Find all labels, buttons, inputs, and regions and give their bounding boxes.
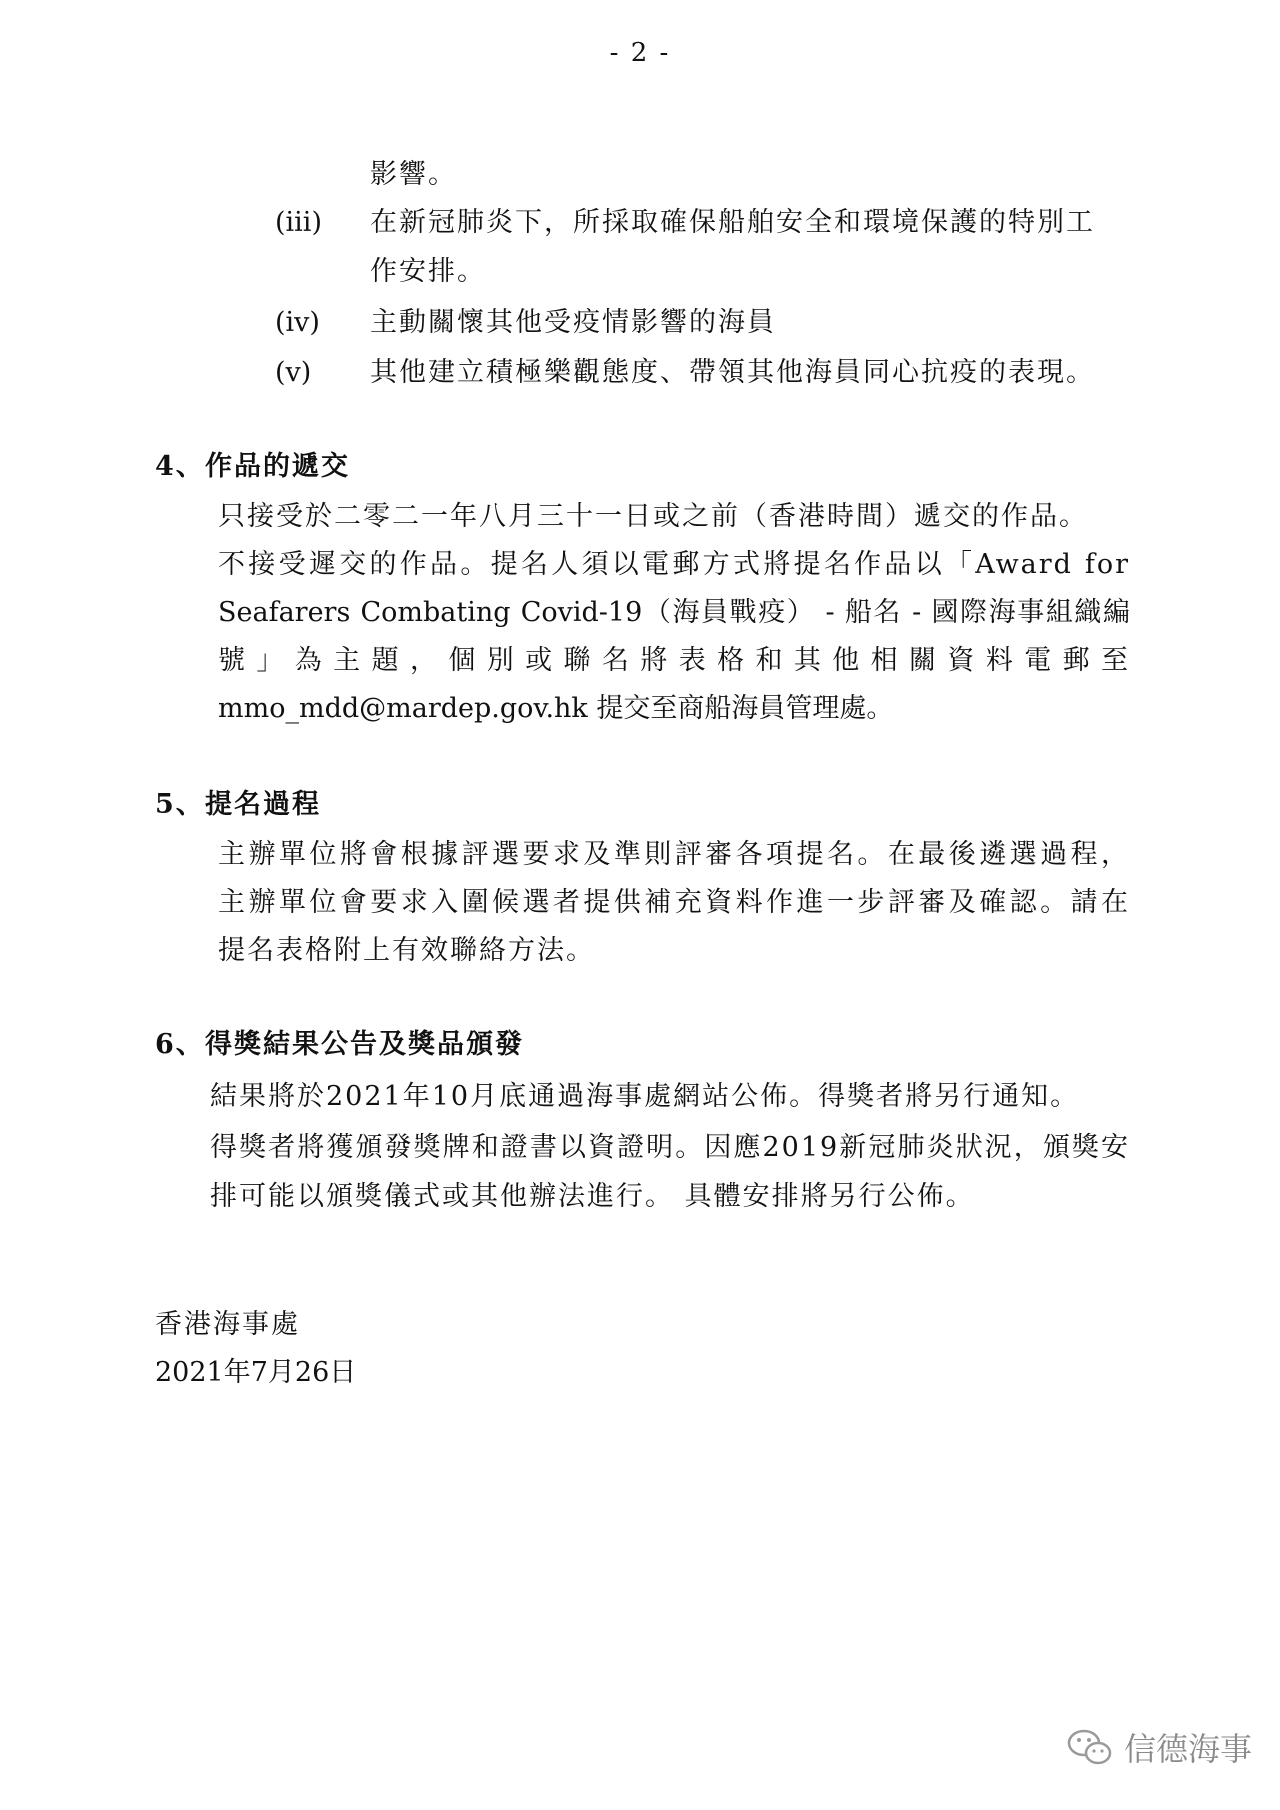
section-4-title: 作品的遞交 <box>205 451 350 482</box>
section-4-line-3: Seafarers Combating Covid-19（海員戰疫） - 船名 - 國際海事組織編 <box>218 597 1130 628</box>
continuation-text: 影響。 <box>370 159 457 190</box>
watermark <box>1066 1724 1252 1770</box>
list-marker-v: (v) <box>275 357 312 388</box>
list-item-iii-line-1: 在新冠肺炎下，所採取確保船舶安全和環境保護的特別工 <box>370 207 1095 238</box>
section-6-line-2: 得獎者將獲頒發獎牌和證書以資證明。因應2019新冠肺炎狀況，頒獎安 <box>210 1132 1130 1163</box>
section-6-title: 得獎結果公告及獎品頒發 <box>205 1029 524 1060</box>
section-4-line-5: mmo_mdd@mardep.gov.hk 提交至商船海員管理處。 <box>218 693 894 724</box>
list-item-v-line-1: 其他建立積極樂觀態度、帶領其他海員同心抗疫的表現。 <box>370 357 1095 388</box>
signature-organization: 香港海事處 <box>155 1309 300 1340</box>
list-marker-iii: (iii) <box>275 207 322 238</box>
section-5-line-2: 主辦單位會要求入圍候選者提供補充資料作進一步評審及確認。請在 <box>218 887 1130 918</box>
signature-date: 2021年7月26日 <box>155 1357 357 1388</box>
list-item-iv-line-1: 主動關懷其他受疫情影響的海員 <box>370 307 776 338</box>
section-5-heading <box>155 785 321 825</box>
section-5-line-1: 主辦單位將會根據評選要求及準則評審各項提名。在最後遴選過程， <box>218 839 1130 870</box>
section-4-heading <box>155 447 350 487</box>
section-4-line-2: 不接受遲交的作品。提名人須以電郵方式將提名作品以「Award for <box>218 549 1130 580</box>
section-5-line-3: 提名表格附上有效聯絡方法。 <box>218 935 595 966</box>
wechat-icon <box>1066 1727 1114 1767</box>
list-item-iii-line-2: 作安排。 <box>370 256 486 287</box>
section-6-number: 6、 <box>155 1029 205 1060</box>
list-marker-iv: (iv) <box>275 307 320 338</box>
watermark-text: 信德海事 <box>1123 1730 1252 1768</box>
section-4-number: 4、 <box>155 451 205 482</box>
section-5-number: 5、 <box>155 789 205 820</box>
section-6-line-3: 排可能以頒獎儀式或其他辦法進行。 具體安排將另行公佈。 <box>210 1181 975 1212</box>
section-6-line-1: 結果將於2021年10月底通過海事處網站公佈。得獎者將另行通知。 <box>210 1081 1080 1112</box>
section-5-title: 提名過程 <box>205 789 321 820</box>
section-4-line-1: 只接受於二零二一年八月三十一日或之前（香港時間）遞交的作品。 <box>218 501 1088 532</box>
page-number: - 2 - <box>609 38 671 68</box>
section-6-heading <box>155 1025 524 1065</box>
section-4-line-4: 號」為主題，個別或聯名將表格和其他相關資料電郵至 <box>218 645 1130 676</box>
